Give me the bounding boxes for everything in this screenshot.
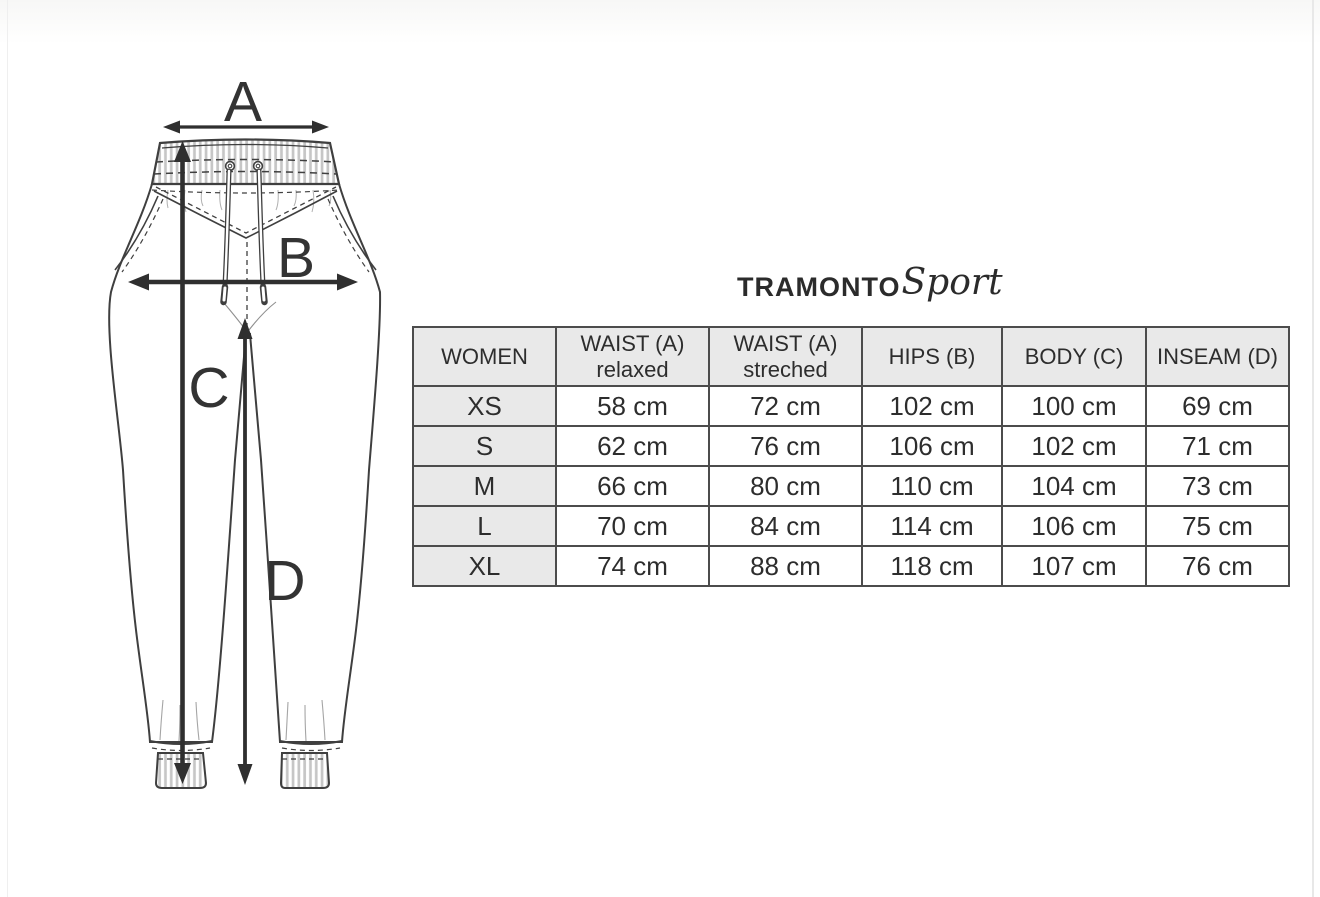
- cell-value: 80 cm: [709, 466, 862, 506]
- column-header-inseam: [1146, 327, 1289, 386]
- cell-value: 72 cm: [709, 386, 862, 426]
- cell-value: 106 cm: [1002, 506, 1146, 546]
- cell-value: 118 cm: [862, 546, 1002, 586]
- column-header-line: BODY (C): [1024, 343, 1124, 369]
- measure-label-body: C: [188, 356, 230, 420]
- cell-value: 70 cm: [556, 506, 709, 546]
- table-row-s: [413, 426, 1289, 466]
- cell-value: 76 cm: [1146, 546, 1289, 586]
- measure-label-waist: A: [223, 70, 263, 134]
- size-label: XL: [413, 546, 556, 586]
- cell-value: 102 cm: [1002, 426, 1146, 466]
- table-row-l: [413, 506, 1289, 546]
- column-header-body: [1002, 327, 1146, 386]
- brand-logo: [737, 262, 1003, 304]
- table-row-xs: [413, 386, 1289, 426]
- cell-value: 69 cm: [1146, 386, 1289, 426]
- column-header-line: streched: [743, 356, 828, 382]
- column-header-line: WAIST (A): [580, 330, 685, 356]
- cell-value: 104 cm: [1002, 466, 1146, 506]
- cell-value: 107 cm: [1002, 546, 1146, 586]
- cell-value: 73 cm: [1146, 466, 1289, 506]
- cell-value: 84 cm: [709, 506, 862, 546]
- cell-value: 110 cm: [862, 466, 1002, 506]
- table-row-m: [413, 466, 1289, 506]
- column-header-line: WOMEN: [441, 343, 528, 369]
- header-row: [413, 327, 1289, 386]
- size-label: XS: [413, 386, 556, 426]
- cell-value: 75 cm: [1146, 506, 1289, 546]
- cell-value: 74 cm: [556, 546, 709, 586]
- column-header-line: WAIST (A): [733, 330, 838, 356]
- table-row-xl: [413, 546, 1289, 586]
- column-header-line: INSEAM (D): [1157, 343, 1278, 369]
- column-header-line: relaxed: [596, 356, 669, 382]
- measure-label-inseam: D: [264, 549, 306, 613]
- column-header-hips: [862, 327, 1002, 386]
- column-header-women: [413, 327, 556, 386]
- cell-value: 100 cm: [1002, 386, 1146, 426]
- size-label: M: [413, 466, 556, 506]
- hem-right-stitch: [282, 748, 340, 751]
- brand-name: TRAMONTO: [737, 272, 901, 302]
- cuff-right: [281, 753, 329, 788]
- size-table: [412, 326, 1290, 587]
- brand-suffix: Sport: [901, 262, 1003, 303]
- column-header-waist-relaxed: [556, 327, 709, 386]
- cell-value: 62 cm: [556, 426, 709, 466]
- size-label: S: [413, 426, 556, 466]
- column-header-waist-streched: [709, 327, 862, 386]
- measure-label-hips: B: [276, 226, 316, 290]
- size-label: L: [413, 506, 556, 546]
- cell-value: 58 cm: [556, 386, 709, 426]
- column-header-line: HIPS (B): [888, 343, 976, 369]
- cell-value: 106 cm: [862, 426, 1002, 466]
- cell-value: 102 cm: [862, 386, 1002, 426]
- cell-value: 76 cm: [709, 426, 862, 466]
- page-edge-right: [1312, 0, 1314, 897]
- joggers-technical-drawing: [0, 0, 430, 880]
- cell-value: 114 cm: [862, 506, 1002, 546]
- cell-value: 66 cm: [556, 466, 709, 506]
- cell-value: 71 cm: [1146, 426, 1289, 466]
- cell-value: 88 cm: [709, 546, 862, 586]
